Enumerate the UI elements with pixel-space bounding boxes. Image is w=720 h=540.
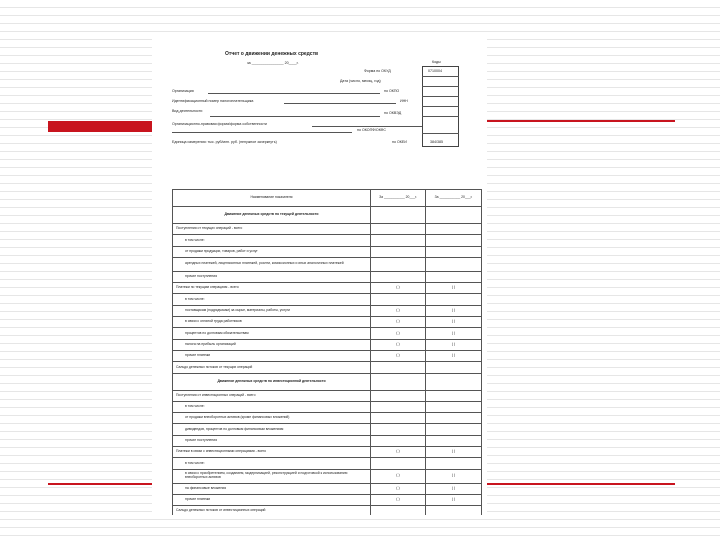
row-value-current bbox=[371, 246, 426, 257]
code-value-okud: 0710004 bbox=[428, 69, 442, 73]
row-label: от продажи продукции, товаров, работ и услуг bbox=[173, 246, 371, 257]
table-row bbox=[173, 224, 482, 235]
table-row bbox=[173, 362, 482, 373]
accent-bar-top bbox=[48, 121, 152, 132]
table-row bbox=[173, 413, 482, 424]
row-value-current: ( ) bbox=[371, 339, 426, 350]
row-value-current bbox=[371, 458, 426, 469]
row-label: Движение денежных средств по инвестиционной деятельности bbox=[173, 373, 371, 390]
row-label: прочие платежи bbox=[173, 350, 371, 361]
row-label: прочие поступления bbox=[173, 271, 371, 282]
table-row bbox=[173, 435, 482, 446]
row-value-previous: ( ) bbox=[426, 469, 482, 483]
row-value-current: ( ) bbox=[371, 350, 426, 361]
row-label: Платежи по текущим операциям - всего bbox=[173, 283, 371, 294]
row-value-previous: ( ) bbox=[426, 494, 482, 505]
row-label: дивидендов, процентов по долговым финансовым вложениям bbox=[173, 424, 371, 435]
field-units: Единица измерения: тыс. руб/млн. руб. (ненужное зачеркнуть) bbox=[172, 140, 277, 144]
table-row bbox=[173, 458, 482, 469]
table-row bbox=[173, 447, 482, 458]
accent-bar-top-right bbox=[487, 120, 675, 122]
table-row bbox=[173, 424, 482, 435]
table-row bbox=[173, 390, 482, 401]
table-row bbox=[173, 257, 482, 271]
code-label-inn: ИНН bbox=[400, 99, 408, 103]
row-value-current: ( ) bbox=[371, 447, 426, 458]
field-activity: Вид деятельности bbox=[172, 109, 203, 113]
code-label-okpo: по ОКПО bbox=[384, 89, 400, 93]
table-row bbox=[173, 271, 482, 282]
row-value-previous bbox=[426, 294, 482, 305]
row-value-previous bbox=[426, 506, 482, 515]
cash-flow-table bbox=[172, 189, 482, 515]
row-label: в связи с приобретением, созданием, модернизацией, реконструкцией и подготовкой к использованию внеоборотных активов bbox=[173, 469, 371, 483]
row-value-current: ( ) bbox=[371, 305, 426, 316]
table-row bbox=[173, 401, 482, 412]
table-row bbox=[173, 494, 482, 505]
report-period: за ________________ 20____г. bbox=[247, 61, 299, 65]
row-value-current bbox=[371, 257, 426, 271]
row-label: поставщикам (подрядчикам) за сырье, материалы, работы, услуги bbox=[173, 305, 371, 316]
row-value-previous: ( ) bbox=[426, 483, 482, 494]
table-row bbox=[173, 246, 482, 257]
row-value-previous bbox=[426, 373, 482, 390]
row-value-previous: ( ) bbox=[426, 283, 482, 294]
row-value-current bbox=[371, 294, 426, 305]
code-value-okei: 384/385 bbox=[430, 140, 443, 144]
code-label-okopf: по ОКОПФ/ОКФС bbox=[357, 128, 386, 132]
row-value-current bbox=[371, 373, 426, 390]
table-header bbox=[173, 190, 482, 207]
row-value-current: ( ) bbox=[371, 317, 426, 328]
row-value-previous: ( ) bbox=[426, 305, 482, 316]
row-value-previous: ( ) bbox=[426, 328, 482, 339]
row-value-current: ( ) bbox=[371, 494, 426, 505]
table-row bbox=[173, 305, 482, 316]
row-label: в связи с оплатой труда работников bbox=[173, 317, 371, 328]
row-label: Поступления от текущих операций - всего bbox=[173, 224, 371, 235]
row-value-current bbox=[371, 424, 426, 435]
row-value-current bbox=[371, 207, 426, 224]
codes-label: Коды bbox=[432, 60, 441, 64]
accent-bar-bottom-left bbox=[48, 483, 152, 485]
row-label: в том числе: bbox=[173, 235, 371, 246]
row-value-previous: ( ) bbox=[426, 317, 482, 328]
row-label: в том числе: bbox=[173, 458, 371, 469]
section-row bbox=[173, 373, 482, 390]
row-value-current bbox=[371, 506, 426, 515]
row-value-previous: ( ) bbox=[426, 339, 482, 350]
row-value-current: ( ) bbox=[371, 328, 426, 339]
row-value-previous bbox=[426, 413, 482, 424]
code-label-okud: Форма по ОКУД bbox=[364, 69, 391, 73]
table-row bbox=[173, 235, 482, 246]
row-value-current bbox=[371, 435, 426, 446]
row-value-previous bbox=[426, 362, 482, 373]
row-label: прочие поступления bbox=[173, 435, 371, 446]
row-value-current bbox=[371, 362, 426, 373]
field-legal-form: Организационно-правовая форма/форма собственности bbox=[172, 122, 267, 126]
header-period-current: За ___________ 20___г. bbox=[371, 190, 426, 207]
report-title: Отчет о движении денежных средств bbox=[225, 51, 319, 57]
row-label: налога на прибыль организаций bbox=[173, 339, 371, 350]
row-value-current: ( ) bbox=[371, 283, 426, 294]
header-indicator: Наименование показателя bbox=[173, 190, 371, 207]
row-value-previous bbox=[426, 207, 482, 224]
row-value-previous bbox=[426, 424, 482, 435]
report-document bbox=[152, 35, 487, 515]
row-label: на финансовые вложения bbox=[173, 483, 371, 494]
row-value-current: ( ) bbox=[371, 483, 426, 494]
row-label: Поступления от инвестиционных операций - всего bbox=[173, 390, 371, 401]
row-value-current bbox=[371, 390, 426, 401]
code-label-okei: по ОКЕИ bbox=[392, 140, 407, 144]
accent-bar-bottom-right bbox=[487, 483, 675, 485]
row-label: от продажи внеоборотных активов (кроме финансовых вложений) bbox=[173, 413, 371, 424]
row-value-previous bbox=[426, 224, 482, 235]
table-row bbox=[173, 483, 482, 494]
row-value-previous bbox=[426, 458, 482, 469]
row-value-previous: ( ) bbox=[426, 447, 482, 458]
table-row bbox=[173, 506, 482, 515]
row-value-current bbox=[371, 413, 426, 424]
table-row bbox=[173, 469, 482, 483]
row-label: Сальдо денежных потоков от текущих операций bbox=[173, 362, 371, 373]
row-value-current bbox=[371, 224, 426, 235]
field-organization: Организация bbox=[172, 89, 194, 93]
row-value-current bbox=[371, 401, 426, 412]
table-row bbox=[173, 328, 482, 339]
field-inn: Идентификационный номер налогоплательщика bbox=[172, 99, 254, 103]
table-row bbox=[173, 283, 482, 294]
row-value-previous bbox=[426, 435, 482, 446]
code-label-okved: по ОКВЭД bbox=[384, 111, 402, 115]
row-value-current bbox=[371, 235, 426, 246]
row-label: Движение денежных средств по текущей деятельности bbox=[173, 207, 371, 224]
table-row bbox=[173, 350, 482, 361]
row-label: в том числе: bbox=[173, 294, 371, 305]
section-row bbox=[173, 207, 482, 224]
row-value-current: ( ) bbox=[371, 469, 426, 483]
row-value-previous bbox=[426, 271, 482, 282]
table-row bbox=[173, 317, 482, 328]
table-row bbox=[173, 339, 482, 350]
row-value-previous bbox=[426, 235, 482, 246]
row-value-previous bbox=[426, 246, 482, 257]
row-label: процентов по долговым обязательствам bbox=[173, 328, 371, 339]
row-label: Платежи в связи с инвестиционными операциями - всего bbox=[173, 447, 371, 458]
row-value-previous bbox=[426, 257, 482, 271]
row-value-previous bbox=[426, 401, 482, 412]
row-label: Сальдо денежных потоков от инвестиционных операций bbox=[173, 506, 371, 515]
table-row bbox=[173, 294, 482, 305]
row-label: в том числе: bbox=[173, 401, 371, 412]
code-label-date: Дата (число, месяц, год) bbox=[340, 79, 381, 83]
row-value-current bbox=[371, 271, 426, 282]
header-period-previous: За ___________ 20___г. bbox=[426, 190, 482, 207]
row-label: арендных платежей, лицензионных платежей, роялти, комиссионных и иных аналогичных платежей bbox=[173, 257, 371, 271]
row-label: прочие платежи bbox=[173, 494, 371, 505]
row-value-previous: ( ) bbox=[426, 350, 482, 361]
row-value-previous bbox=[426, 390, 482, 401]
